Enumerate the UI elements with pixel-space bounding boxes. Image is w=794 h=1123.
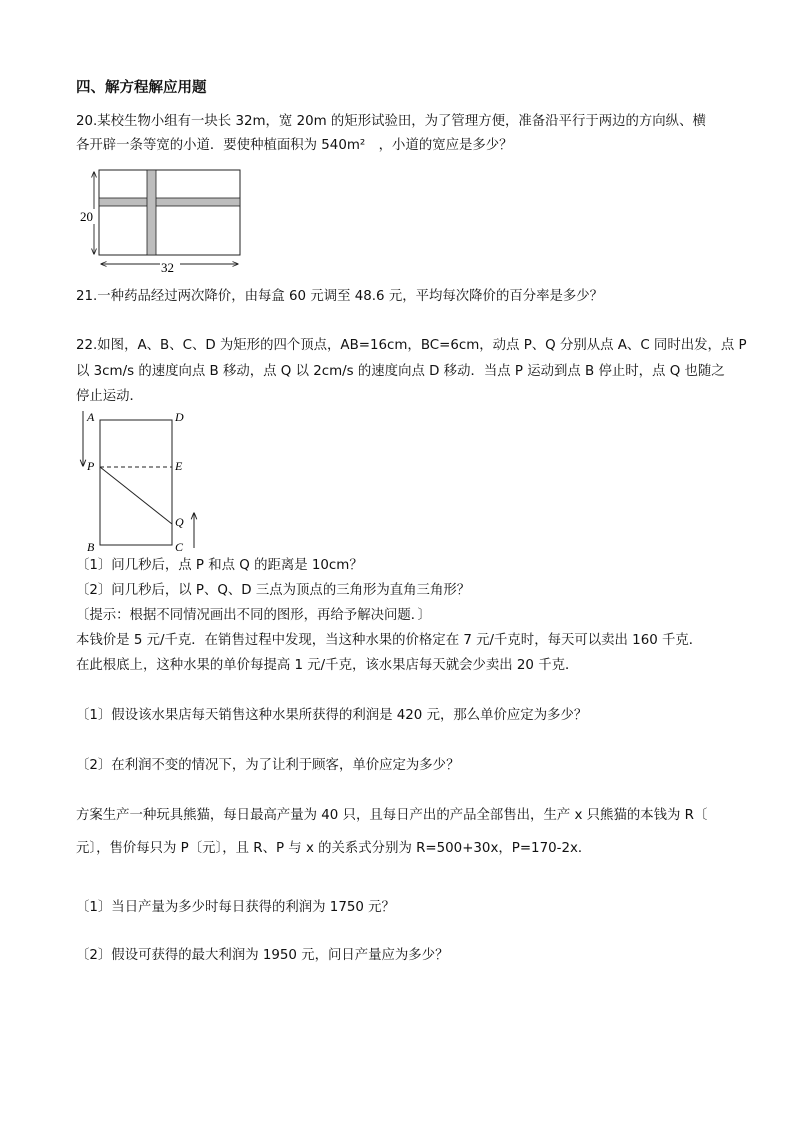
label-b: B <box>87 540 95 554</box>
q24-sub-1: 〔1〕当日产量为多少时每日获得的利润为 1750 元？ <box>76 900 395 915</box>
height-label: 20 <box>80 209 93 224</box>
q22-line-1: 22.如图，A、B、C、D 为矩形的四个顶点，AB=16cm，BC=6cm，动点 P、Q 分别从点 A、C 同时出发，点 P <box>76 338 747 353</box>
label-d: D <box>175 410 184 424</box>
field-rectangle <box>99 170 240 255</box>
q24-line-2: 元〕，售价每只为 P〔元〕，且 R、P 与 x 的关系式分别为 R=500+30x，P=170-2x． <box>76 841 592 856</box>
q21-line-1: 21.一种药品经过两次降价，由每盒 60 元调至 48.6 元，平均每次降价的百分率是多少？ <box>76 289 604 304</box>
label-e: E <box>175 459 183 473</box>
q22-hint: 〔提示：根据不同情况画出不同的图形，再给予解决问题．〕 <box>76 608 431 623</box>
q24-line-1: 方案生产一种玩具熊猫，每日最高产量为 40 只，且每日产出的产品全部售出，生产 x 只熊猫的本钱为 R〔 <box>76 808 708 823</box>
horizontal-path <box>99 198 240 206</box>
q23-sub-1: 〔1〕假设该水果店每天销售这种水果所获得的利润是 420 元，那么单价应定为多少？ <box>76 708 588 723</box>
q22-line-2: 以 3cm/s 的速度向点 B 移动，点 Q 以 2cm/s 的速度向点 D 移动．当点 P 运动到点 B 停止时，点 Q 也随之 <box>76 364 725 379</box>
q23-sub-2: 〔2〕在利润不变的情况下，为了让利于顾客，单价应定为多少？ <box>76 758 460 773</box>
q24-sub-2: 〔2〕假设可获得的最大利润为 1950 元，问日产量应为多少？ <box>76 948 449 963</box>
label-p: P <box>87 459 95 473</box>
section-title: 四、解方程解应用题 <box>76 80 207 96</box>
label-q: Q <box>175 515 184 529</box>
q22-rectangle-diagram <box>76 408 206 558</box>
q22-sub-1: 〔1〕问几秒后，点 P 和点 Q 的距离是 10cm？ <box>76 558 363 573</box>
label-a: A <box>87 410 95 424</box>
q23-line-2: 在此根底上，这种水果的单价每提高 1 元/千克，该水果店每天就会少卖出 20 千克． <box>76 658 579 673</box>
segment-pq <box>100 467 172 524</box>
width-label: 32 <box>161 260 174 275</box>
q22-line-3: 停止运动． <box>76 389 143 404</box>
q23-line-1: 本钱价是 5 元/千克．在销售过程中发现，当这种水果的价格定在 7 元/千克时，每天可以卖出 160 千克． <box>76 633 703 648</box>
q20-field-diagram <box>76 164 256 280</box>
label-c: C <box>175 540 184 554</box>
vertical-path <box>147 170 156 255</box>
q20-line-2: 各开辟一条等宽的小道．要使种植面积为 540m² ，小道的宽应是多少？ <box>76 138 513 153</box>
rectangle-abcd <box>100 420 172 545</box>
q22-sub-2: 〔2〕问几秒后，以 P、Q、D 三点为顶点的三角形为直角三角形？ <box>76 583 471 598</box>
q20-line-1: 20.某校生物小组有一块长 32m，宽 20m 的矩形试验田，为了管理方便，准备沿平行于两边的方向纵、横 <box>76 114 706 129</box>
